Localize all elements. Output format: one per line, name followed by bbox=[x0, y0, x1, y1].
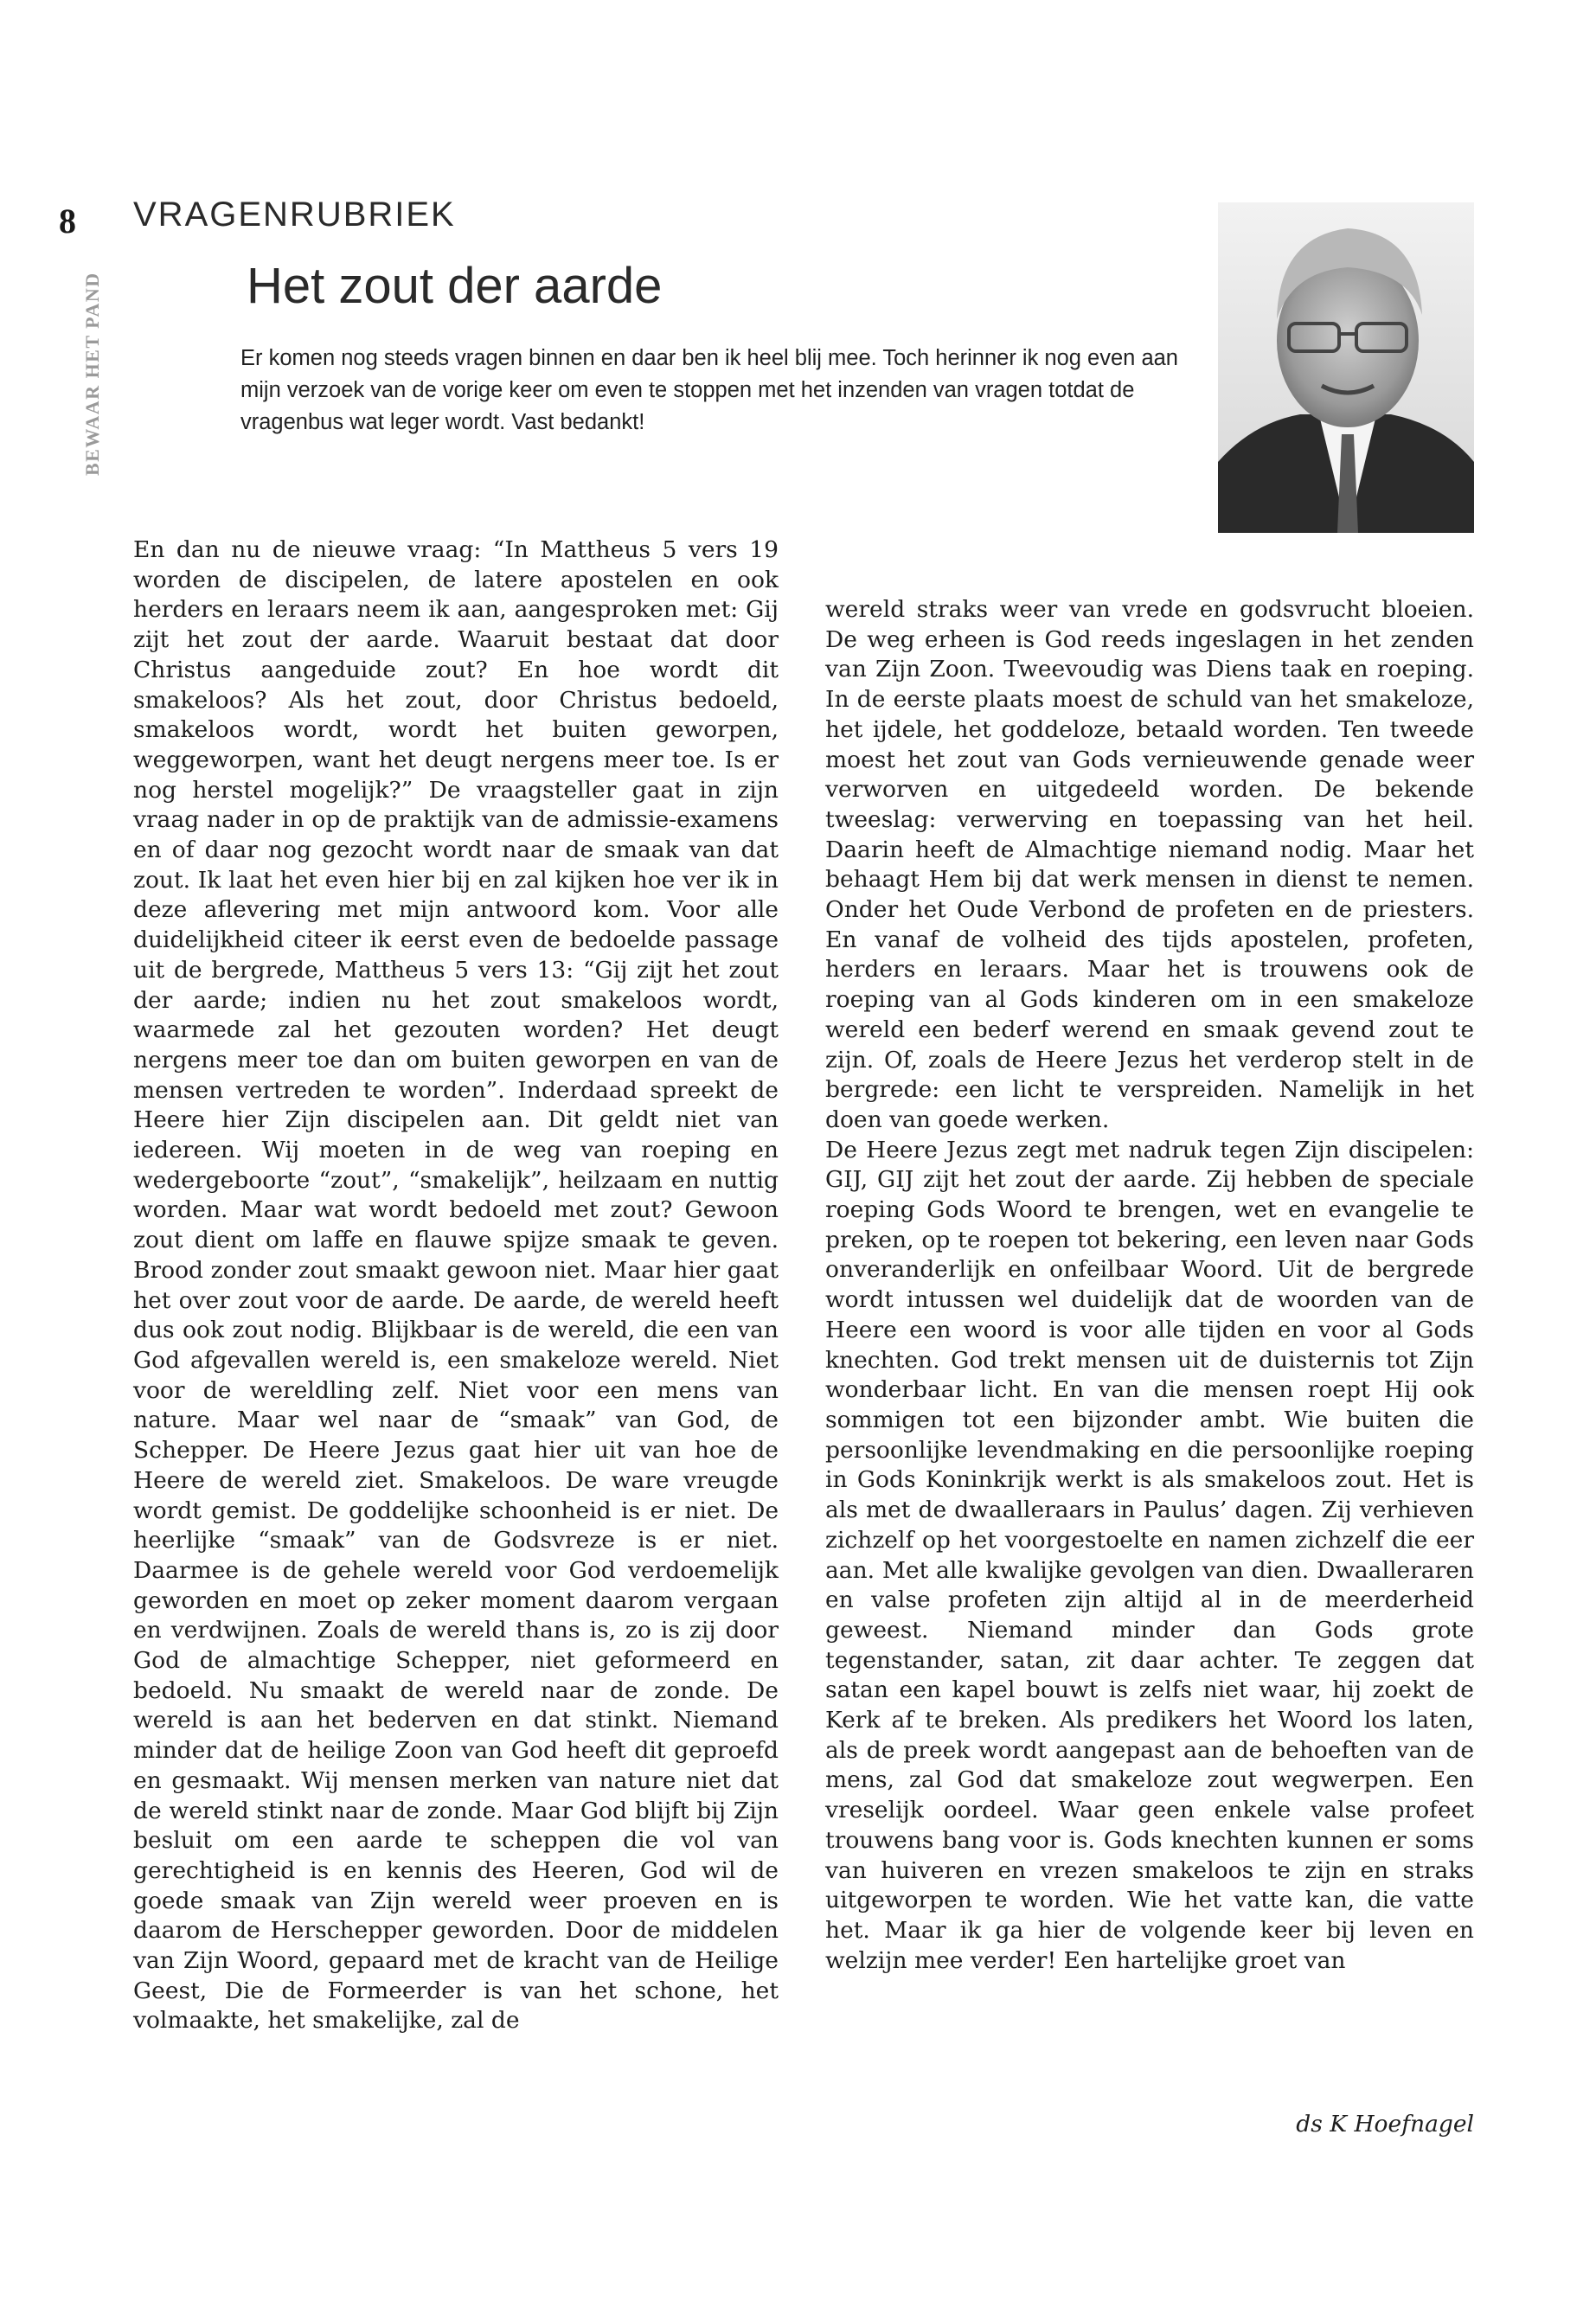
article-column-left bbox=[133, 535, 779, 2036]
page-number: 8 bbox=[59, 202, 76, 240]
article-paragraph: En dan nu de nieuwe vraag: “In Mattheus 5 vers 19 worden de discipelen, de latere apostelen en ook herders en leraars neem ik aan, aangesproken met: Gij zijt het zout der aarde. Waaruit bestaat dat door Christus aangeduide zout? En hoe wordt dit smakeloos? Als het zout, door Christus bedoeld, smakeloos wordt, wordt het buiten geworpen, weggeworpen, want het deugt nergens meer toe. Is er nog herstel mogelijk?” De vraagsteller gaat in zijn vraag nader in op de praktijk van de admissie-examens en of daar nog gezocht wordt naar de smaak van dat zout. Ik laat het even hier bij en zal kijken hoe ver ik in deze aflevering met mijn antwoord kom. Voor alle duidelijkheid citeer ik eerst even de bedoelde passage uit de bergrede, Mattheus 5 vers 13: “Gij zijt het zout der aarde; indien nu het zout smakeloos wordt, waarmede zal het gezouten worden? Het deugt nergens meer toe dan om buiten geworpen en van de mensen vertreden te worden”. Inderdaad spreekt de Heere hier Zijn discipelen aan. Dit geldt niet van iedereen. Wij moeten in de weg van roeping en wedergeboorte “zout”, “smakelijk”, heilzaam en nuttig worden. Maar wat wordt bedoeld met zout? Gewoon zout dient om laffe en flauwe spijze smaak te geven. Brood zonder zout smaakt gewoon niet. Maar hier gaat het over zout voor de aarde. De aarde, de wereld heeft dus ook zout nodig. Blijkbaar is de wereld, die een van God afgevallen wereld is, een smakeloze wereld. Niet voor de wereldling zelf. Niet voor een mens van nature. Maar wel naar de “smaak” van God, de Schepper. De Heere Jezus gaat hier uit van hoe de Heere de wereld ziet. Smakeloos. De ware vreugde wordt gemist. De goddelijke schoonheid is er niet. De heerlijke “smaak” van de Godsvreze is er niet. Daarmee is de gehele wereld voor God verdoemelijk geworden en moet op zeker moment daarom vergaan en verdwijnen. Zoals de wereld thans is, zo is zij door God de almachtige Schepper, niet geformeerd en bedoeld. Nu smaakt de wereld naar de zonde. De wereld is aan het bederven en dat stinkt. Niemand minder dat de heilige Zoon van God heeft dit geproefd en gesmaakt. Wij mensen merken van nature niet dat de wereld stinkt naar de zonde. Maar God blijft bij Zijn besluit om een aarde te scheppen die vol van gerechtigheid is en kennis des Heeren, God wil de goede smaak van Zijn wereld weer proeven en is daarom de Herschepper geworden. Door de middelen van Zijn Woord, gepaard met de kracht van de Heilige Geest, Die de Formeerder is van het schone, het volmaakte, het smakelijke, zal de bbox=[133, 536, 779, 2035]
author-portrait bbox=[1218, 202, 1474, 533]
magazine-side-label: BEWAAR HET PAND bbox=[81, 272, 103, 476]
author-signature: ds K Hoefnagel bbox=[1296, 2111, 1474, 2138]
article-title: Het zout der aarde bbox=[247, 258, 663, 314]
article-column-right bbox=[825, 595, 1474, 1976]
article-intro: Er komen nog steeds vragen binnen en daar ben ik heel blij mee. Toch herinner ik nog even aan mijn verzoek van de vorige keer om even te stoppen met het inzenden van vragen totdat de vragenbus wat leger wordt. Vast bedankt! bbox=[240, 346, 1178, 434]
article-paragraph: wereld straks weer van vrede en godsvrucht bloeien. De weg erheen is God reeds ingeslagen in het zenden van Zijn Zoon. Tweevoudig was Diens taak en roeping. In de eerste plaats moest de schuld van het smakeloze, het ijdele, het goddeloze, betaald worden. Ten tweede moest het zout van Gods vernieuwende genade weer verworven en uitgedeeld worden. De bekende tweeslag: verwerving en toepassing van het heil. Daarin heeft de Almachtige niemand nodig. Maar het behaagt Hem bij dat werk mensen in dienst te nemen. Onder het Oude Verbond de profeten en de priesters. En vanaf de volheid des tijds apostelen, profeten, herders en leraars. Maar het is trouwens ook de roeping van al Gods kinderen om in een smakeloze wereld een bederf werend en smaak gevend zout te zijn. Of, zoals de Heere Jezus het verderop stelt in de bergrede: een licht te verspreiden. Namelijk in het doen van goede werken. bbox=[825, 596, 1474, 1133]
article-paragraph: De Heere Jezus zegt met nadruk tegen Zijn discipelen: GIJ, GIJ zijt het zout der aarde. Zij hebben de speciale roeping Gods Woord te brengen, wet en evangelie te preken, op te roepen tot bekering, een leven naar Gods onveranderlijk en onfeilbaar Woord. Uit de bergrede wordt intussen wel duidelijk dat de woorden van de Heere een woord is voor alle tijden en voor al Gods knechten. God trekt mensen uit de duisternis tot Zijn wonderbaar licht. En van die mensen roept Hij ook sommigen tot een bijzonder ambt. Wie buiten die persoonlijke levendmaking en die persoonlijke roeping in Gods Koninkrijk werkt is als smakeloos zout. Het is als met de dwaalleraars in Paulus’ dagen. Zij verhieven zichzelf op het voorgestoelte en namen zichzelf die eer aan. Met alle kwalijke gevolgen van dien. Dwaalleraren en valse profeten zijn altijd al in de meerderheid geweest. Niemand minder dan Gods grote tegenstander, satan, zit daar achter. Te zeggen dat satan een kapel bouwt is zelfs niet waar, hij zoekt de Kerk af te breken. Als predikers het Woord los laten, als de preek wordt aangepast aan de behoeften van de mens, zal God dat smakeloze zout wegwerpen. Een vreselijk oordeel. Waar geen enkele valse profeet trouwens bang voor is. Gods knechten kunnen er soms van huiveren en vrezen smakeloos te zijn en straks uitgeworpen te worden. Wie het vatte kan, die vatte het. Maar ik ga hier de volgende keer bij leven en welzijn mee verder! Een hartelijke groet van bbox=[825, 1136, 1474, 1974]
section-label: VRAGENRUBRIEK bbox=[133, 195, 456, 234]
